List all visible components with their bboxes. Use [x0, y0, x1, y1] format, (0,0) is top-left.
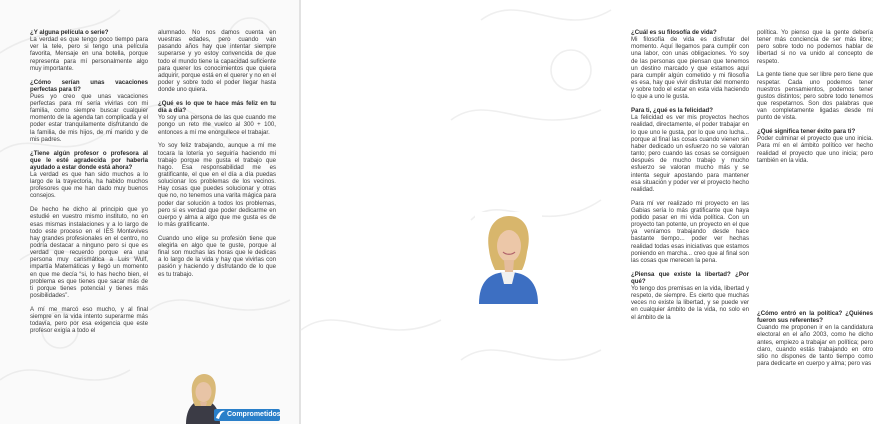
answer-paragraph: Yo soy feliz trabajando, aunque a mí me tocara la lotería yo seguiría haciendo mi trabajo porque me gusta el trabajo que hago. Esa responsabilidad me es gratificante, el que en el día a día puedas solucionar los problemas de los vecinos. Hay cosas que puedes solucionar y otras que no, no tenemos una varita mágica para poder dar solución a todos los problemas, pero si es verdad que poder dedicarme en cuerpo y alma a algo que me gusta es de lo más gratificante. — [158, 142, 276, 229]
right-column-1 — [631, 29, 749, 327]
answer-paragraph: Yo tengo dos premisas en la vida, libertad y respeto, de siempre. Es cierto que muchas veces no existe la libertad, y se puede ver en cualquier ámbito de la vida, no solo en el ámbito de la — [631, 284, 749, 321]
answer-paragraph: Cuando me proponen ir en la candidatura electoral en el año 2003, como he dicho antes, empiezo a trabajar en política; pero claro, cuando estás trabajando en otro sitio no dispones de tanto tiempo como para dedicarte en cuerpo y alma; pero vas — [757, 324, 873, 368]
right-page — [301, 0, 873, 424]
answer-paragraph: A mí me marcó eso mucho, y al final siempre en la vida intento superarme más todavía, pero por esa exigencia que este profesor exigía a todo el — [30, 305, 148, 335]
question-heading: ¿Cómo serían unas vacaciones perfectas para ti? — [30, 78, 148, 93]
question-heading: ¿Qué es lo que te hace más feliz en tu día a día? — [158, 100, 276, 115]
answer-paragraph: Mi filosofía de vida es disfrutar del momento. Aquí llegamos para cumplir con una labor, con unas obligaciones. Yo soy de las personas que piensan que tenemos un destino marcado y que estamos aquí para cumplir algún cometido y mi filosofía es esa, hay que vivir disfrutar del momento y sobre todo el estar en esta vida haciendo lo que a uno le gusta. — [631, 36, 749, 101]
question-heading: ¿Y alguna película o serie? — [30, 29, 109, 36]
answer-paragraph: alumnado. No nos damos cuenta en vuestras edades, pero cuando van pasando años hay que intentar siempre superarse y yo estoy convencida de que todo el mundo tiene la capacidad suficiente para querer los conocimientos que quiera adquirir, porque está en el querer y no en el poder y sobre todo el poder llegar hasta donde uno quiera. — [158, 29, 276, 94]
answer-paragraph: Cuando uno elige su profesión tiene que elegirla en algo que te guste, porque al final son muchas las horas que le dedicas a lo largo de la vida y hay que vivirlas con pasión y haciendo y disfrutando de lo que es tu trabajo. — [158, 234, 276, 278]
question-heading: ¿Qué significa tener éxito para ti? — [757, 128, 856, 136]
answer-paragraph: La felicidad es ver mis proyectos hechos realidad, directamente, el poder trabajar en lo que uno le gusta, por lo que uno lucha... porque al final las cosas cuando vienen sin haber dedicado un esfuerzo no se valoran tanto; pero cuando las cosas se consiguen después de mucho trabajo y mucho esfuerzo se valoran mucho más y se intenta seguir apostando para mantener esa situación y poder ver el proyecto hecho realidad. — [631, 114, 749, 193]
watermark-swirl-decoration — [301, 0, 600, 424]
spacer — [757, 170, 873, 310]
question-heading: ¿Cómo entró en la política? ¿Quiénes fueron sus referentes? — [757, 310, 873, 325]
left-column-1 — [30, 29, 148, 341]
answer-paragraph: Yo soy una persona de las que cuando me pongo un reto me vuelco al 300 + 100, entonces a mí me enorgullece el trabajar. — [158, 114, 276, 136]
answer-paragraph: política. Yo pienso que la gente debería tener más conciencia de ser más libre; pero sobre todo no podemos hablar de libertad si no va unido al concepto de respeto. — [757, 29, 873, 65]
portrait-photo — [475, 212, 542, 304]
campaign-banner — [214, 409, 280, 421]
question-heading: Para ti, ¿qué es la felicidad? — [631, 107, 713, 115]
question-heading: ¿Cuál es su filosofía de vida? — [631, 29, 717, 36]
answer-paragraph: Poder culminar el proyecto que uno inicia. Para mí en el ámbito político ver hecho realidad el proyecto que uno inicia; pero también en la vida. — [757, 135, 873, 164]
answer-paragraph: La verdad es que tengo poco tiempo para ver la tele, pero si tengo una película favorita, Mensaje en una botella, porque representa para mí personalmente algo muy importante. — [30, 36, 148, 72]
question-heading: ¿Tiene algún profesor o profesora al que le esté agradecida por haberla ayudado a estar donde está ahora? — [30, 149, 148, 171]
right-column-2 — [757, 29, 873, 374]
question-heading: ¿Piensa que existe la libertad? ¿Por qué? — [631, 270, 749, 285]
answer-paragraph: De hecho he dicho al principio que yo estudié en vuestro mismo instituto, no en esas mismas instalaciones y a lo largo de todo este proceso en el IES Montevives hay grandes profesionales en el centro, no podría destacar a ninguno pero si que es verdad que recuerdo porque era una persona muy carismática a Luis Wulf, impartía Matemáticas y llegó un momento en que me decía “si, lo has hecho bien, el problema es que tienes que sacar más de ti porque tienes potencial y tienes más posibilidades”. — [30, 206, 148, 300]
party-logo-icon — [215, 409, 226, 421]
banner-text: Comprometidos — [227, 411, 281, 418]
answer-paragraph: Para mí ver realizado mi proyecto en las Gabias sería lo más gratificante que haya podido pasar en mi vida política. Con un proyecto tan potente, un proyecto en el que ya veníamos trabajando desde hace bastante tiempo... poder ver hechas realidad todas esas iniciativas que estamos poniendo en marcha... creo que al final son las cosas que merecen la pena. — [631, 199, 749, 264]
answer-paragraph: Pues yo creo que unas vacaciones perfectas para mí sería vivirlas con mi familia, como siempre buscar cualquier momento de la agenda tan complicada y el poder estar tranquilamente disfrutando de la familia, de mis hijos, de mi marido y de mis padres. — [30, 92, 148, 143]
answer-paragraph: La verdad es que han sido muchos a lo largo de la trayectoria, ha habido muchos profesores que me han dado muy buenos consejos. — [30, 171, 148, 200]
answer-paragraph: La gente tiene que ser libre pero tiene que respetar. Cada uno podemos tener nuestros pensamientos, podemos tener gustos distintos; pero sobre todo tenemos que respetarnos. Son dos palabras que van completamente ligadas desde mi punto de vista. — [757, 71, 873, 122]
left-page — [0, 0, 299, 424]
left-column-2 — [158, 29, 276, 284]
